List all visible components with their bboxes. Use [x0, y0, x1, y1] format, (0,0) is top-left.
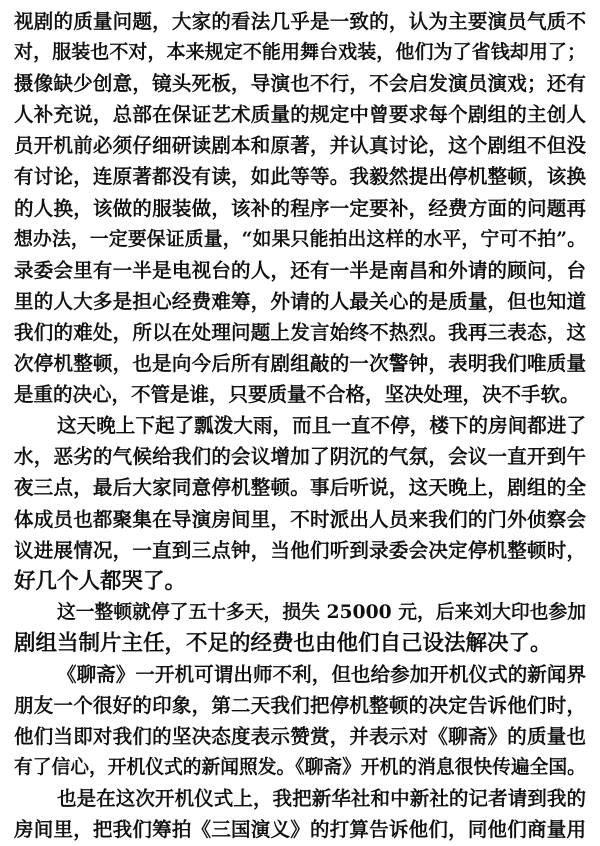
text-line: 是重的决心，不管是谁，只要质量不合格，坚决处理，决不手软。: [14, 383, 580, 407]
text-line: 议进展情况，一直到三点钟，当他们听到录委会决定停机整顿时，: [14, 538, 586, 562]
text-line: 人补充说，总部在保证艺术质量的规定中曾要求每个剧组的主创人: [14, 103, 586, 127]
paragraph: [14, 410, 586, 597]
text-line: 体成员也都聚集在导演房间里，不时派出人员来我们的门外侦察会: [14, 507, 586, 531]
text-line: 他们当即对我们的坚决态度表示赞赏，并表示对《聊斋》的质量也: [14, 725, 586, 749]
paragraph: [14, 6, 586, 410]
text-line: 的人换，该做的服装做，该补的程序一定要补，经费方面的问题再: [14, 196, 586, 220]
text-line: 录委会里有一半是电视台的人，还有一半是南昌和外请的顾问，台: [14, 258, 586, 282]
text-line: 我们的难处，所以在处理问题上发言始终不热烈。我再三表态，这: [14, 320, 586, 344]
text-line: 朋友一个很好的印象，第二天我们把停机整顿的决定告诉他们时，: [14, 694, 586, 718]
text-line: 这天晚上下起了瓢泼大雨，而且一直不停，楼下的房间都进了: [57, 414, 586, 438]
text-line: 摄像缺少创意，镜头死板，导演也不行，不会启发演员演戏；还有: [14, 72, 586, 96]
text-line: 里的人大多是担心经费难筹，外请的人最关心的是质量，但也知道: [14, 289, 586, 313]
text-line: 对，服装也不对，本来规定不能用舞台戏装，他们为了省钱却用了；: [14, 41, 586, 64]
paragraph: [14, 783, 586, 845]
body-text: [14, 6, 586, 846]
text-line: 《聊斋》一开机可谓出师不利，但也给参加开机仪式的新闻界: [57, 662, 586, 686]
text-line: 想办法，一定要保证质量，“如果只能拍出这样的水平，宁可不拍”。: [14, 227, 586, 250]
text-line: 房间里，把我们筹拍《三国演义》的打算告诉他们，同他们商量用: [14, 818, 586, 842]
paragraph: [14, 597, 586, 659]
text-line: 次停机整顿，也是向今后所有剧组敲的一次警钟，表明我们唯质量: [14, 352, 586, 376]
text-line: 夜三点，最后大家同意停机整顿。事后听说，这天晚上，剧组的全: [14, 476, 586, 500]
text-line: 也是在这次开机仪式上，我把新华社和中新社的记者请到我的: [57, 787, 586, 811]
text-line: 员开机前必须仔细研读剧本和原著，并认真讨论，这个剧组不但没: [14, 134, 586, 158]
text-line: 水，恶劣的气候给我们的会议增加了阴沉的气氛，会议一直开到午: [14, 445, 586, 469]
text-line: 有讨论，连原著都没有读，如此等等。我毅然提出停机整顿，该换: [14, 165, 586, 189]
text-line: 有了信心，开机仪式的新闻照发。《聊斋》开机的消息很快传遍全国。: [14, 756, 586, 779]
paragraph: [14, 659, 586, 783]
text-line: 视剧的质量问题，大家的看法几乎是一致的，认为主要演员气质不: [14, 10, 586, 33]
text-line: 这一整顿就停了五十多天，损失 25000 元，后来刘大印也参加: [57, 600, 586, 623]
text-line: 好几个人都哭了。: [14, 568, 187, 594]
text-line: 剧组当制片主任，不足的经费也由他们自己设法解决了。: [14, 630, 552, 656]
